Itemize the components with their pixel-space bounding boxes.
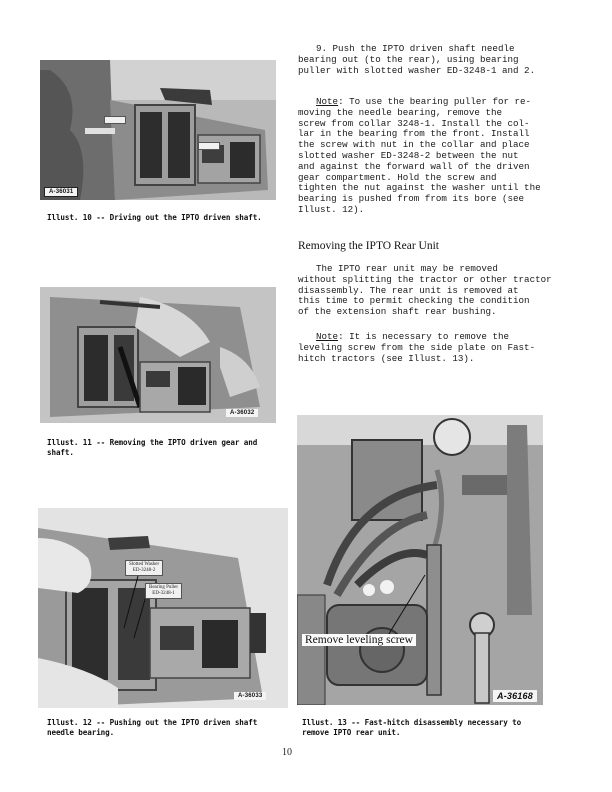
callout-line-2: ED-3248-2: [132, 568, 156, 573]
note-1-line-10: bearing is pushed from from its bore (see: [298, 193, 525, 205]
illust-10-caption: Illust. 10 -- Driving out the IPTO driven shaft.: [47, 213, 262, 222]
note-1-line-7: and against the forward wall of the driven: [298, 160, 530, 172]
illust-13-figure-code: A-36168: [493, 690, 537, 702]
illust-10-callout-2: [198, 142, 220, 150]
note-1-line-9: tighten the nut against the washer until the: [298, 182, 541, 194]
note-1-line-1: : To use the bearing puller for re-: [338, 96, 532, 107]
illust-12-caption: [47, 718, 257, 738]
illust-11-caption-line-1: Illust. 11 -- Removing the IPTO driven gear and: [47, 438, 258, 447]
illust-12-caption-line-1: Illust. 12 -- Pushing out the IPTO driven shaft: [47, 718, 258, 727]
section-line-4: this time to permit checking the condition: [298, 295, 530, 307]
callout-line-1: Slotted Washer: [129, 562, 160, 567]
illust-13-caption-line-1: Illust. 13 -- Fast-hitch disassembly necessary to: [302, 718, 522, 727]
step-9-line-3: puller with slotted washer ED-3248-1 and 2.: [298, 64, 536, 76]
illust-12-photo: [38, 508, 288, 708]
bearing-puller-photo-image: [38, 508, 288, 708]
callout-line-1: Bearing Puller: [149, 585, 179, 590]
step-9-paragraph: [298, 44, 558, 76]
note-2-line-2: leveling screw from the side plate on Fast-: [298, 341, 536, 353]
illust-13-callout: Remove leveling screw: [302, 634, 416, 646]
illust-12-callout-bearing-puller: [145, 583, 182, 599]
illust-11-photo: [40, 287, 276, 423]
note-1-line-6: slotted washer ED-3248-2 between the nut: [298, 149, 519, 161]
illust-12-caption-line-2: needle bearing.: [47, 728, 115, 737]
step-9-line-1: 9. Push the IPTO driven shaft needle: [316, 43, 515, 54]
note-1-paragraph: [298, 97, 558, 216]
gear-removal-photo-image: [40, 287, 276, 423]
illust-12-callout-slotted-washer: [125, 560, 163, 576]
fast-hitch-photo-image: [297, 415, 543, 705]
note-2-label: Note: [316, 331, 339, 342]
illust-13-caption-line-2: remove IPTO rear unit.: [302, 728, 401, 737]
illust-13-photo: [297, 415, 543, 705]
illust-13-caption: [302, 718, 521, 738]
illust-10-photo: [40, 60, 276, 200]
section-line-2: without splitting the tractor or other tractor: [298, 273, 552, 285]
illust-10-callout-1: [104, 116, 126, 124]
note-1-line-2: moving the needle bearing, remove the: [298, 106, 502, 118]
illust-11-caption: [47, 438, 257, 458]
note-1-line-4: lar in the bearing from the front. Install: [298, 128, 530, 140]
transmission-photo-image: [40, 60, 276, 200]
page-number: 10: [282, 747, 292, 758]
note-1-line-8: gear compartment. Hold the screw and: [298, 171, 497, 183]
section-heading: Removing the IPTO Rear Unit: [298, 240, 439, 252]
callout-line-2: ED-3248-1: [152, 591, 175, 596]
section-paragraph: [298, 264, 558, 318]
note-1-line-5: the screw with nut in the collar and place: [298, 139, 530, 151]
illust-12-figure-code: A-36033: [234, 692, 266, 700]
section-line-3: disassembly. The rear unit is removed at: [298, 284, 519, 296]
illust-11-figure-code: A-36032: [226, 409, 258, 417]
note-1-label: Note: [316, 96, 339, 107]
step-9-line-2: bearing out (to the rear), using bearing: [298, 53, 519, 65]
note-2-paragraph: [298, 332, 558, 364]
section-line-1: The IPTO rear unit may be removed: [316, 263, 498, 274]
illust-11-caption-line-2: shaft.: [47, 448, 74, 457]
illust-10-figure-code: A-36031: [44, 187, 78, 197]
note-2-line-1: : It is necessary to remove the: [338, 331, 509, 342]
note-2-line-3: hitch tractors (see Illust. 13).: [298, 352, 475, 364]
note-1-line-11: Illust. 12).: [298, 203, 365, 215]
note-1-line-3: screw from collar 3248-1. Install the col-: [298, 117, 530, 129]
section-line-5: of the extension shaft rear bushing.: [298, 306, 497, 318]
